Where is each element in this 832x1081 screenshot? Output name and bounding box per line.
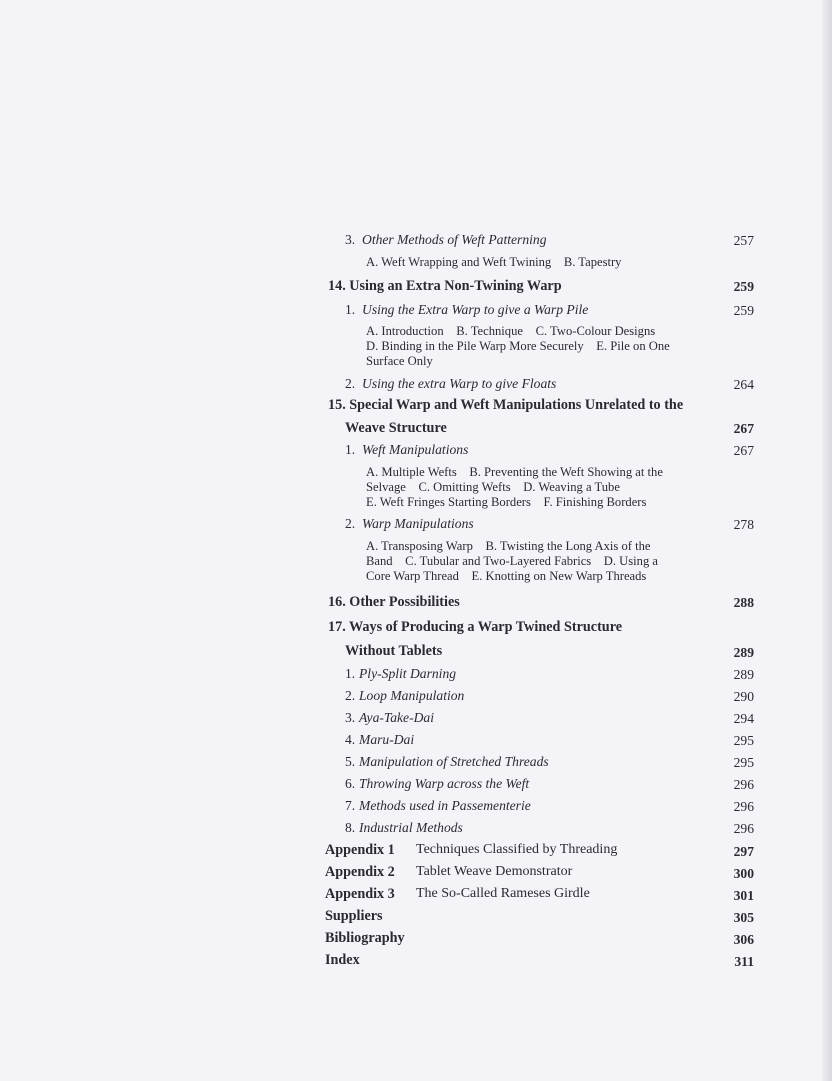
toc-item-number: 1. <box>345 302 356 317</box>
toc-item-number: 1. <box>345 442 356 457</box>
toc-page-number: 289 <box>733 645 754 660</box>
toc-item-title: Using the Extra Warp to give a Warp Pile <box>362 302 589 317</box>
appendix-title: Techniques Classified by Threading <box>416 842 618 857</box>
toc-page-number: 295 <box>733 733 754 748</box>
toc-subtopics: Surface Only <box>366 354 433 368</box>
toc-item-title: Manipulation of Stretched Threads <box>359 754 549 769</box>
toc-page-number: 301 <box>733 888 754 903</box>
toc-page-number: 259 <box>733 279 754 294</box>
toc-page-number: 289 <box>733 667 754 682</box>
toc-page-number: 264 <box>733 377 754 392</box>
toc-item-title: Throwing Warp across the Weft <box>359 776 530 791</box>
chapter-heading: 15. Special Warp and Weft Manipulations Unrelated to the <box>328 397 684 413</box>
toc-page-number: 257 <box>733 233 754 248</box>
toc-item-title: Maru-Dai <box>359 732 415 747</box>
toc-page-number: 306 <box>733 932 754 947</box>
toc-subtopics: A. Introduction B. Technique C. Two-Colour Designs <box>366 324 656 338</box>
back-matter-label: Index <box>325 952 360 968</box>
toc-item-title: Warp Manipulations <box>362 516 474 531</box>
toc-item-number: 2. <box>345 688 356 703</box>
toc-item-title: Ply-Split Darning <box>359 666 457 681</box>
toc-subtopics: E. Weft Fringes Starting Borders F. Finishing Borders <box>366 495 647 509</box>
toc-item-number: 3. <box>345 710 356 725</box>
chapter-heading: 14. Using an Extra Non-Twining Warp <box>328 278 562 294</box>
appendix-label: Appendix 2 <box>325 864 395 880</box>
toc-page-number: 311 <box>734 954 754 969</box>
toc-page-number: 305 <box>733 910 754 925</box>
toc-item-title: Weft Manipulations <box>362 442 469 457</box>
toc-item-number: 4. <box>345 732 356 747</box>
toc-page-number: 295 <box>733 755 754 770</box>
toc-page-number: 296 <box>733 777 754 792</box>
toc-subtopics: Band C. Tubular and Two-Layered Fabrics D. Using a <box>366 554 659 568</box>
toc-subtopics: A. Transposing Warp B. Twisting the Long Axis of the <box>366 539 651 553</box>
toc-page-number: 259 <box>733 303 754 318</box>
appendix-label: Appendix 1 <box>325 842 395 858</box>
chapter-heading-continued: Weave Structure <box>345 420 447 436</box>
chapter-heading: 16. Other Possibilities <box>328 594 460 610</box>
toc-item-title: Methods used in Passementerie <box>359 798 531 813</box>
toc-item-title: Aya-Take-Dai <box>359 710 435 725</box>
toc-page-number: 296 <box>733 821 754 836</box>
toc-subtopics: A. Multiple Wefts B. Preventing the Weft Showing at the <box>366 465 663 479</box>
toc-item-number: 2. <box>345 516 356 531</box>
toc-page-number: 290 <box>733 689 754 704</box>
toc-item-number: 6. <box>345 776 356 791</box>
toc-subtopics: Selvage C. Omitting Wefts D. Weaving a Tube <box>366 480 620 494</box>
chapter-heading-continued: Without Tablets <box>345 643 443 659</box>
toc-item-title: Industrial Methods <box>359 820 463 835</box>
toc-item-number: 1. <box>345 666 356 681</box>
appendix-title: The So-Called Rameses Girdle <box>416 886 590 901</box>
appendix-label: Appendix 3 <box>325 886 395 902</box>
toc-item-number: 3. <box>345 232 356 247</box>
toc-page-number: 297 <box>733 844 754 859</box>
toc-item-number: 2. <box>345 376 356 391</box>
toc-item-title: Using the extra Warp to give Floats <box>362 376 557 391</box>
back-matter-label: Bibliography <box>325 930 405 946</box>
toc-page-number: 267 <box>733 443 754 458</box>
toc-subtopics: D. Binding in the Pile Warp More Securely E. Pile on One <box>366 339 670 353</box>
toc-page-number: 278 <box>733 517 754 532</box>
toc-item-title: Loop Manipulation <box>359 688 465 703</box>
chapter-heading: 17. Ways of Producing a Warp Twined Structure <box>328 619 623 635</box>
toc-page-number: 267 <box>733 421 754 436</box>
toc-item-number: 5. <box>345 754 356 769</box>
toc-page-number: 294 <box>733 711 754 726</box>
toc-item-title: Other Methods of Weft Patterning <box>362 232 547 247</box>
back-matter-label: Suppliers <box>325 908 383 924</box>
toc-subtopics: A. Weft Wrapping and Weft Twining B. Tapestry <box>366 255 622 269</box>
appendix-title: Tablet Weave Demonstrator <box>416 864 573 879</box>
toc-item-number: 8. <box>345 820 356 835</box>
toc-subtopics: Core Warp Thread E. Knotting on New Warp Threads <box>366 569 647 583</box>
toc-page-number: 288 <box>733 595 754 610</box>
toc-page-number: 300 <box>733 866 754 881</box>
toc-page-number: 296 <box>733 799 754 814</box>
toc-item-number: 7. <box>345 798 356 813</box>
